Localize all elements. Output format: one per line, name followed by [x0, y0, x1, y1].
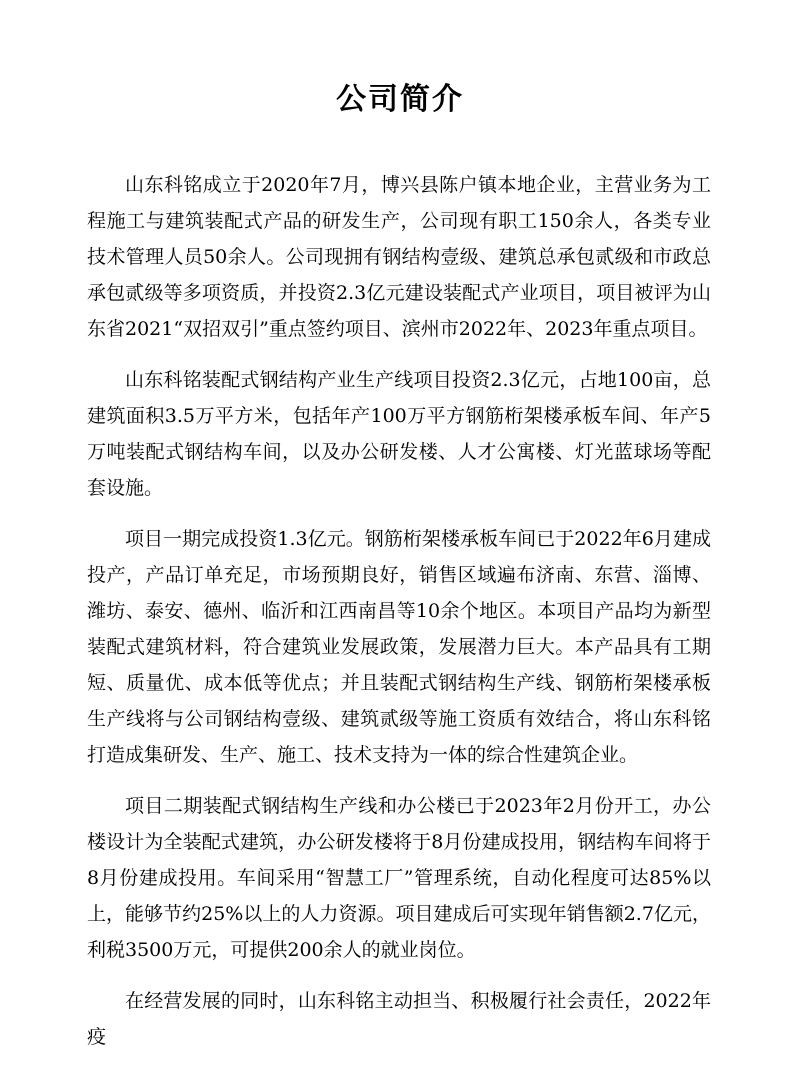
paragraph-phase-two: 项目二期装配式钢结构生产线和办公楼已于2023年2月份开工，办公楼设计为全装配式建筑，办公研发楼将于8月份建成投用，钢结构车间将于8月份建成投用。车间采用“智慧工厂”管理系统，自动化程度可达85%以上，能够节约25%以上的人力资源。项目建成后可实现年销售额2.7亿元，利税3500万元，可提供200余人的就业岗位。 — [87, 795, 711, 961]
paragraph-project-investment: 山东科铭装配式钢结构产业生产线项目投资2.3亿元，占地100亩，总建筑面积3.5万平方米，包括年产100万平方钢筋桁架楼承板车间、年产5万吨装配式钢结构车间，以及办公研发楼、人才公寓楼、灯光蓝球场等配套设施。 — [87, 369, 711, 499]
document-body — [87, 167, 711, 1070]
paragraph-phase-one: 项目一期完成投资1.3亿元。钢筋桁架楼承板车间已于2022年6月建成投产，产品订单充足，市场预期良好，销售区域遍布济南、东营、淄博、潍坊、泰安、德州、临沂和江西南昌等10余个地区。本项目产品均为新型装配式建筑材料，符合建筑业发展政策，发展潜力巨大。本产品具有工期短、质量优、成本低等优点；并且装配式钢结构生产线、钢筋桁架楼承板生产线将与公司钢结构壹级、建筑贰级等施工资质有效结合，将山东科铭打造成集研发、生产、施工、技术支持为一体的综合性建筑企业。 — [87, 528, 711, 766]
paragraph-company-founding: 山东科铭成立于2020年7月，博兴县陈户镇本地企业，主营业务为工程施工与建筑装配式产品的研发生产，公司现有职工150余人，各类专业技术管理人员50余人。公司现拥有钢结构壹级、建筑总承包贰级和市政总承包贰级等多项资质，并投资2.3亿元建设装配式产业项目，项目被评为山东省2021“双招双引”重点签约项目、滨州市2022年、2023年重点项目。 — [87, 174, 711, 340]
document-title: 公司简介 — [336, 82, 464, 117]
paragraph-social-responsibility: 在经营发展的同时，山东科铭主动担当、积极履行社会责任，2022年疫 — [87, 990, 711, 1048]
